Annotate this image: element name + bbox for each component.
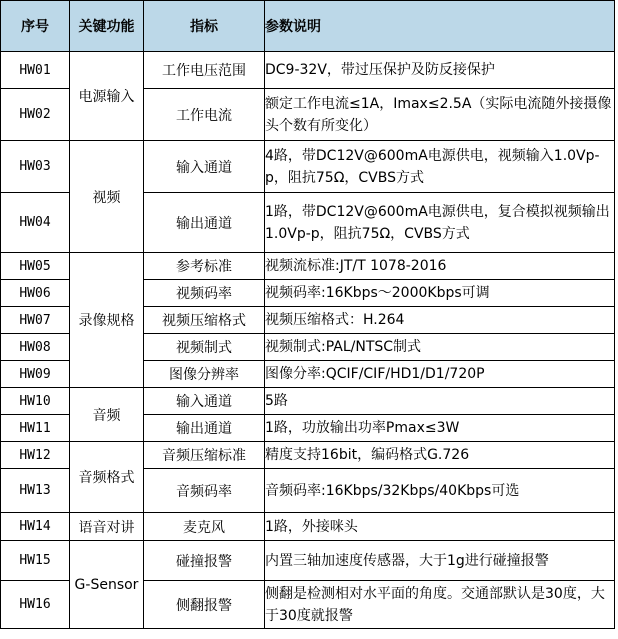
row-indicator: 输入通道 — [144, 141, 265, 193]
row-indicator: 侧翻报警 — [144, 581, 265, 629]
header-no: 序号 — [1, 1, 70, 52]
row-description: 视频压缩格式：H.264 — [265, 307, 615, 334]
header-description: 参数说明 — [265, 1, 615, 52]
row-id: HW16 — [1, 581, 70, 629]
row-indicator: 输出通道 — [144, 193, 265, 253]
group-audio-format: 音频格式 — [70, 442, 144, 513]
row-indicator: 工作电压范围 — [144, 52, 265, 89]
row-description: 音频码率:16Kbps/32Kbps/40Kbps可选 — [265, 469, 615, 513]
group-voice: 语音对讲 — [70, 513, 144, 541]
row-indicator: 音频码率 — [144, 469, 265, 513]
row-description: 1路，外接咪头 — [265, 513, 615, 541]
row-description: DC9-32V，带过压保护及防反接保护 — [265, 52, 615, 89]
row-description: 1路，功放输出功率Pmax≤3W — [265, 415, 615, 442]
header-indicator: 指标 — [144, 1, 265, 52]
row-id: HW14 — [1, 513, 70, 541]
row-description: 图像分率:QCIF/CIF/HD1/D1/720P — [265, 361, 615, 388]
row-id: HW11 — [1, 415, 70, 442]
row-indicator: 参考标准 — [144, 253, 265, 280]
row-id: HW01 — [1, 52, 70, 89]
table-row — [1, 141, 615, 193]
row-id: HW12 — [1, 442, 70, 469]
row-id: HW04 — [1, 193, 70, 253]
row-indicator: 工作电流 — [144, 89, 265, 141]
row-description: 4路，带DC12V@600mA电源供电，视频输入1.0Vp-p，阻抗75Ω，CVBS方式 — [265, 141, 615, 193]
row-indicator: 麦克风 — [144, 513, 265, 541]
row-id: HW05 — [1, 253, 70, 280]
group-video: 视频 — [70, 141, 144, 253]
group-record: 录像规格 — [70, 253, 144, 388]
table-row — [1, 541, 615, 581]
table-row — [1, 513, 615, 541]
row-description: 视频制式:PAL/NTSC制式 — [265, 334, 615, 361]
row-id: HW13 — [1, 469, 70, 513]
group-audio: 音频 — [70, 388, 144, 442]
row-description: 5路 — [265, 388, 615, 415]
row-indicator: 视频码率 — [144, 280, 265, 307]
row-id: HW03 — [1, 141, 70, 193]
row-id: HW10 — [1, 388, 70, 415]
row-description: 视频流标准:JT/T 1078-2016 — [265, 253, 615, 280]
row-id: HW07 — [1, 307, 70, 334]
row-description: 额定工作电流≤1A，Imax≤2.5A（实际电流随外接摄像头个数有所变化） — [265, 89, 615, 141]
row-description: 精度支持16bit，编码格式G.726 — [265, 442, 615, 469]
row-id: HW15 — [1, 541, 70, 581]
row-description: 视频码率:16Kbps～2000Kbps可调 — [265, 280, 615, 307]
table-row — [1, 52, 615, 89]
row-id: HW08 — [1, 334, 70, 361]
group-power: 电源输入 — [70, 52, 144, 141]
row-indicator: 视频压缩格式 — [144, 307, 265, 334]
table-row — [1, 253, 615, 280]
header-row — [1, 1, 615, 52]
row-id: HW09 — [1, 361, 70, 388]
header-function: 关键功能 — [70, 1, 144, 52]
table-row — [1, 442, 615, 469]
row-description: 侧翻是检测相对水平面的角度。交通部默认是30度，大于30度就报警 — [265, 581, 615, 629]
row-id: HW02 — [1, 89, 70, 141]
row-indicator: 输入通道 — [144, 388, 265, 415]
row-indicator: 输出通道 — [144, 415, 265, 442]
row-indicator: 视频制式 — [144, 334, 265, 361]
row-id: HW06 — [1, 280, 70, 307]
row-description: 内置三轴加速度传感器，大于1g进行碰撞报警 — [265, 541, 615, 581]
table-row — [1, 388, 615, 415]
row-description: 1路，带DC12V@600mA电源供电，复合模拟视频输出1.0Vp-p，阻抗75Ω，CVBS方式 — [265, 193, 615, 253]
row-indicator: 碰撞报警 — [144, 541, 265, 581]
row-indicator: 图像分辨率 — [144, 361, 265, 388]
group-gsensor: G-Sensor — [70, 541, 144, 629]
row-indicator: 音频压缩标准 — [144, 442, 265, 469]
